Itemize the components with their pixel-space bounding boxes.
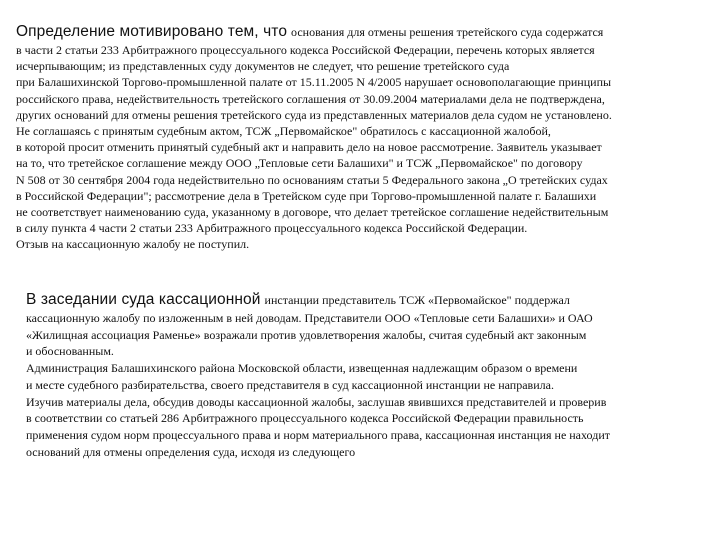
document-paragraph-1 — [16, 22, 712, 253]
text-line: российского права, недействительность третейского соглашения от 30.09.2004 материалами дела не подтверждена, — [16, 91, 605, 106]
text-line: на то, что третейское соглашение между ООО „Тепловые сети Балашихи" и ТСЖ „Первомайское" по договору — [16, 156, 583, 171]
text-line: в соответствии со статьей 286 Арбитражного процессуального кодекса Российской Федерации правильность — [26, 411, 584, 426]
text-line: и обоснованным. — [26, 344, 114, 359]
text-line: других оснований для отмены решения третейского суда из представленных материалов дела судом не установлено. — [16, 107, 612, 122]
paragraph-2-lead-text: В заседании суда кассационной — [26, 291, 261, 308]
text-line: в силу пункта 4 части 2 статьи 233 Арбитражного процессуального кодекса Российской Федерации. — [16, 221, 528, 236]
paragraph-1-lead-continuation: основания для отмены решения третейского суда содержатся — [291, 25, 604, 39]
text-line: исчерпывающим; из представленных суду документов не следует, что решение третейского суда — [16, 59, 510, 74]
text-line: в части 2 статьи 233 Арбитражного процессуального кодекса Российской Федерации, перечень которых является — [16, 43, 595, 57]
text-line: «Жилищная ассоциация Раменье» возражали против удовлетворения жалобы, считая судебный акт законным — [26, 327, 587, 342]
text-line: N 508 от 30 сентября 2004 года недействительно по основаниям статьи 5 Федерального закона „О третейских судах — [16, 172, 608, 187]
text-line: применения судом норм процессуального права и норм материального права, кассационная инстанция не находит — [26, 427, 610, 442]
paragraph-2-lead-continuation: инстанции представитель ТСЖ «Первомайское" поддержал — [264, 293, 570, 307]
document-paragraph-2 — [26, 290, 710, 460]
paragraph-1-lead-text: Определение мотивировано тем, что — [16, 23, 288, 40]
text-line: Отзыв на кассационную жалобу не поступил. — [16, 237, 250, 252]
text-line: Изучив материалы дела, обсудив доводы кассационной жалобы, заслушав явившихся представителей и проверив — [26, 394, 607, 409]
text-line: в которой просит отменить принятый судебный акт и направить дело на новое рассмотрение. Заявитель указывает — [16, 140, 602, 155]
text-line: Администрация Балашихинского района Московской области, извещенная надлежащим образом о времени — [26, 361, 578, 376]
text-line: кассационную жалобу по изложенным в ней доводам. Представители ООО «Тепловые сети Балашихи» и ОАО — [26, 311, 593, 325]
paragraph-2-first-line — [26, 290, 710, 310]
paragraph-1-first-line — [16, 22, 712, 42]
text-line: в Российской Федерации"; рассмотрение дела в Третейском суде при Торгово-промышленной палате г. Балашихи — [16, 188, 597, 203]
text-line: при Балашихинской Торгово-промышленной палате от 15.11.2005 N 4/2005 нарушает основополагающие принципы — [16, 75, 612, 90]
text-line: Не соглашаясь с принятым судебным актом, ТСЖ „Первомайское" обратилось с кассационной жалобой, — [16, 124, 551, 139]
text-line: и месте судебного разбирательства, своего представителя в суд кассационной инстанции не направила. — [26, 377, 554, 392]
text-line: не соответствует наименованию суда, указанному в договоре, что делает третейское соглашение недействительным — [16, 205, 609, 220]
text-line: оснований для отмены определения суда, исходя из следующего — [26, 444, 356, 459]
